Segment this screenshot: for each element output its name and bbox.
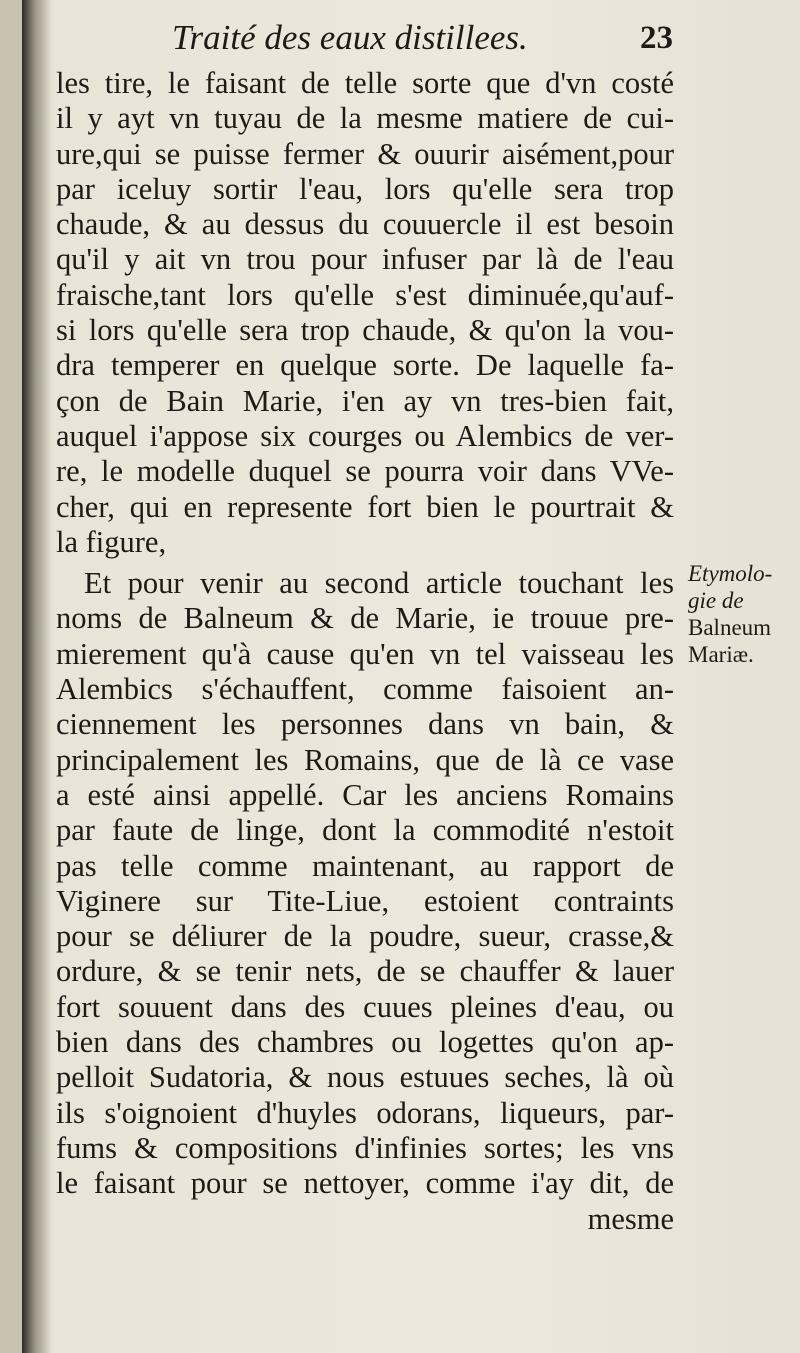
text-line: par faute de linge, dont la commodité n'estoit	[56, 813, 674, 848]
margin-note	[688, 560, 798, 668]
text-line: pelloit Sudatoria, & nous estuues seches, là où	[56, 1060, 674, 1095]
catchword: mesme	[587, 1201, 674, 1236]
text-line: ciennement les personnes dans vn bain, &	[56, 707, 674, 742]
binding-gutter	[22, 0, 52, 1353]
text-line: re, le modelle duquel se pourra voir dans VVe-	[56, 454, 674, 489]
text-line: mierement qu'à cause qu'en vn tel vaisseau les	[56, 636, 674, 671]
text-line: principalement les Romains, que de là ce vase	[56, 742, 674, 777]
margin-note-line: gie de	[688, 588, 744, 613]
text-line: par iceluy sortir l'eau, lors qu'elle sera trop	[56, 171, 674, 206]
text-line: qu'il y ait vn trou pour infuser par là de l'eau	[56, 242, 674, 277]
page-number: 23	[640, 20, 673, 56]
running-head: Traité des eaux distillees.	[172, 18, 528, 57]
text-line: ils s'oignoient d'huyles odorans, liqueurs, par-	[56, 1095, 674, 1130]
margin-note-line: Mariæ.	[688, 642, 754, 667]
text-line: les tire, le faisant de telle sorte que d'vn costé	[56, 66, 674, 100]
text-line: le faisant pour se nettoyer, comme i'ay dit, de	[56, 1166, 674, 1201]
text-line: ure,qui se puisse fermer & ouurir aisément,pour	[56, 136, 674, 171]
text-line: a esté ainsi appellé. Car les anciens Romains	[56, 777, 674, 812]
text-line: ordure, & se tenir nets, de se chauffer & lauer	[56, 954, 674, 989]
text-line: noms de Balneum & de Marie, ie trouue pre-	[56, 601, 674, 636]
text-line: pas telle comme maintenant, au rapport de	[56, 848, 674, 883]
text-line: Alembics s'échauffent, comme faisoient an-	[56, 672, 674, 707]
text-line: Et pour venir au second article touchant les	[84, 566, 674, 601]
text-line: il y ayt vn tuyau de la mesme matiere de cui-	[56, 101, 674, 136]
text-line: çon de Bain Marie, i'en ay vn tres-bien fait,	[56, 383, 674, 418]
text-line: auquel i'appose six courges ou Alembics de ver-	[56, 418, 674, 453]
text-line: cher, qui en represente fort bien le pourtrait &	[56, 489, 674, 524]
text-line: bien dans des chambres ou logettes qu'on ap-	[56, 1025, 674, 1060]
text-line: chaude, & au dessus du couuercle il est besoin	[56, 207, 674, 242]
body-text	[56, 66, 674, 1237]
text-line: fums & compositions d'infinies sortes; les vns	[56, 1130, 674, 1165]
page-header	[22, 18, 722, 62]
text-line: fort souuent dans des cuues pleines d'eau, ou	[56, 989, 674, 1024]
book-page	[22, 0, 800, 1353]
text-line: la figure,	[56, 524, 167, 559]
text-line: fraische,tant lors qu'elle s'est diminuée,qu'auf-	[56, 277, 674, 312]
text-line: pour se déliurer de la poudre, sueur, crasse,&	[56, 919, 674, 954]
margin-note-line: Etymolo-	[688, 561, 773, 586]
text-line: si lors qu'elle sera trop chaude, & qu'on la vou-	[56, 313, 674, 348]
text-line: dra temperer en quelque sorte. De laquelle fa-	[56, 348, 674, 383]
margin-note-line: Balneum	[688, 615, 772, 640]
text-line: Viginere sur Tite-Liue, estoient contraints	[56, 883, 674, 918]
